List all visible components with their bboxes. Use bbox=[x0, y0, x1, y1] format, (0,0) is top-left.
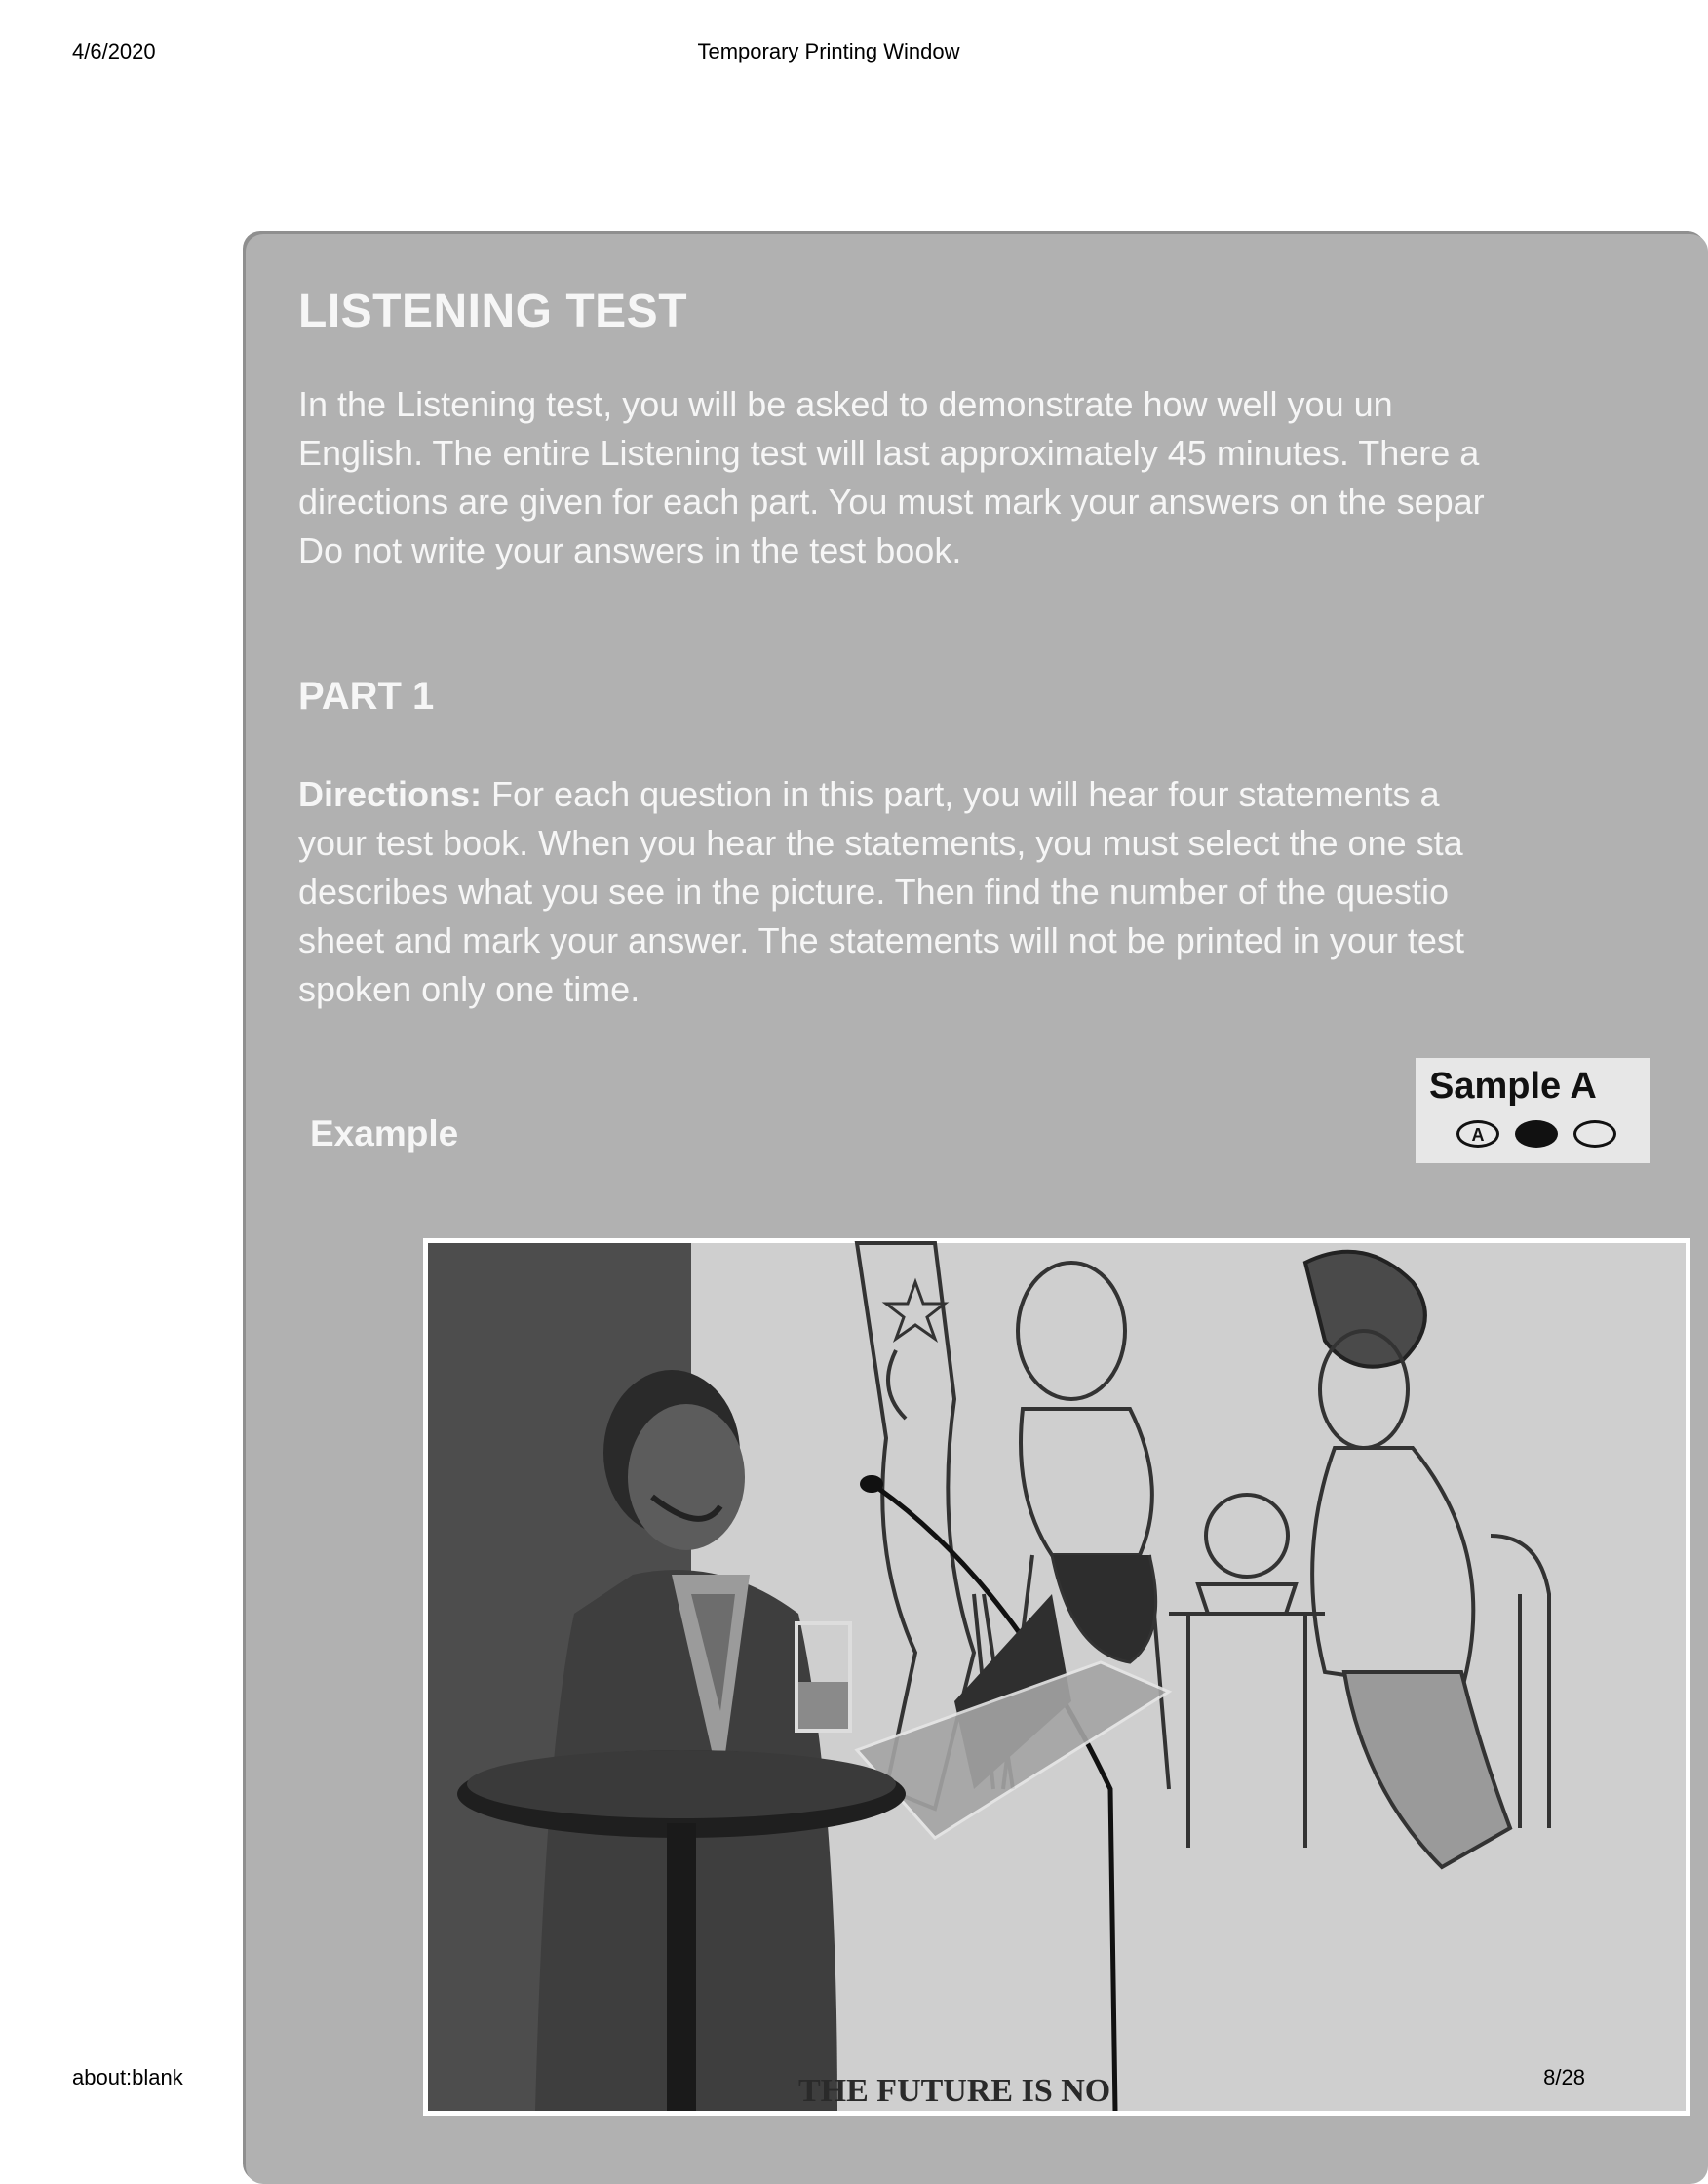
sample-answer-title: Sample A bbox=[1429, 1066, 1597, 1107]
directions-line: spoken only one time. bbox=[298, 969, 640, 1009]
directions-paragraph bbox=[298, 770, 1663, 1014]
print-date: 4/6/2020 bbox=[72, 39, 156, 63]
intro-line: Do not write your answers in the test book. bbox=[298, 530, 962, 570]
section-title: LISTENING TEST bbox=[298, 286, 688, 337]
directions-line: sheet and mark your answer. The statements will not be printed in your test bbox=[298, 920, 1464, 960]
directions-line bbox=[298, 770, 1663, 819]
print-window-title: Temporary Printing Window bbox=[697, 39, 960, 63]
answer-bubble-a: A bbox=[1456, 1120, 1499, 1148]
photo-caption: THE FUTURE IS NO bbox=[798, 2073, 1111, 2109]
listening-test-panel bbox=[246, 234, 1708, 2184]
directions-text: For each question in this part, you will hear four statements a bbox=[482, 774, 1440, 814]
example-photo bbox=[428, 1243, 1686, 2111]
print-page-number: 8/28 bbox=[1543, 2065, 1585, 2089]
directions-label: Directions: bbox=[298, 774, 483, 814]
print-header bbox=[72, 39, 1585, 68]
print-footer bbox=[72, 2065, 1585, 2094]
intro-line: English. The entire Listening test will last approximately 45 minutes. There a bbox=[298, 433, 1480, 473]
print-url: about:blank bbox=[72, 2065, 183, 2089]
answer-bubble-c bbox=[1573, 1120, 1616, 1148]
directions-line: your test book. When you hear the statements, you must select the one sta bbox=[298, 823, 1463, 863]
intro-line: directions are given for each part. You must mark your answers on the separ bbox=[298, 482, 1485, 522]
intro-line: In the Listening test, you will be asked to demonstrate how well you un bbox=[298, 384, 1393, 424]
intro-paragraph bbox=[298, 380, 1663, 575]
sample-answer-box bbox=[1416, 1058, 1650, 1163]
example-label: Example bbox=[310, 1113, 459, 1153]
part-title: PART 1 bbox=[298, 675, 435, 718]
directions-line: describes what you see in the picture. Then find the number of the questio bbox=[298, 872, 1450, 912]
answer-bubble-filled bbox=[1515, 1120, 1558, 1148]
example-photo-frame bbox=[423, 1238, 1690, 2116]
